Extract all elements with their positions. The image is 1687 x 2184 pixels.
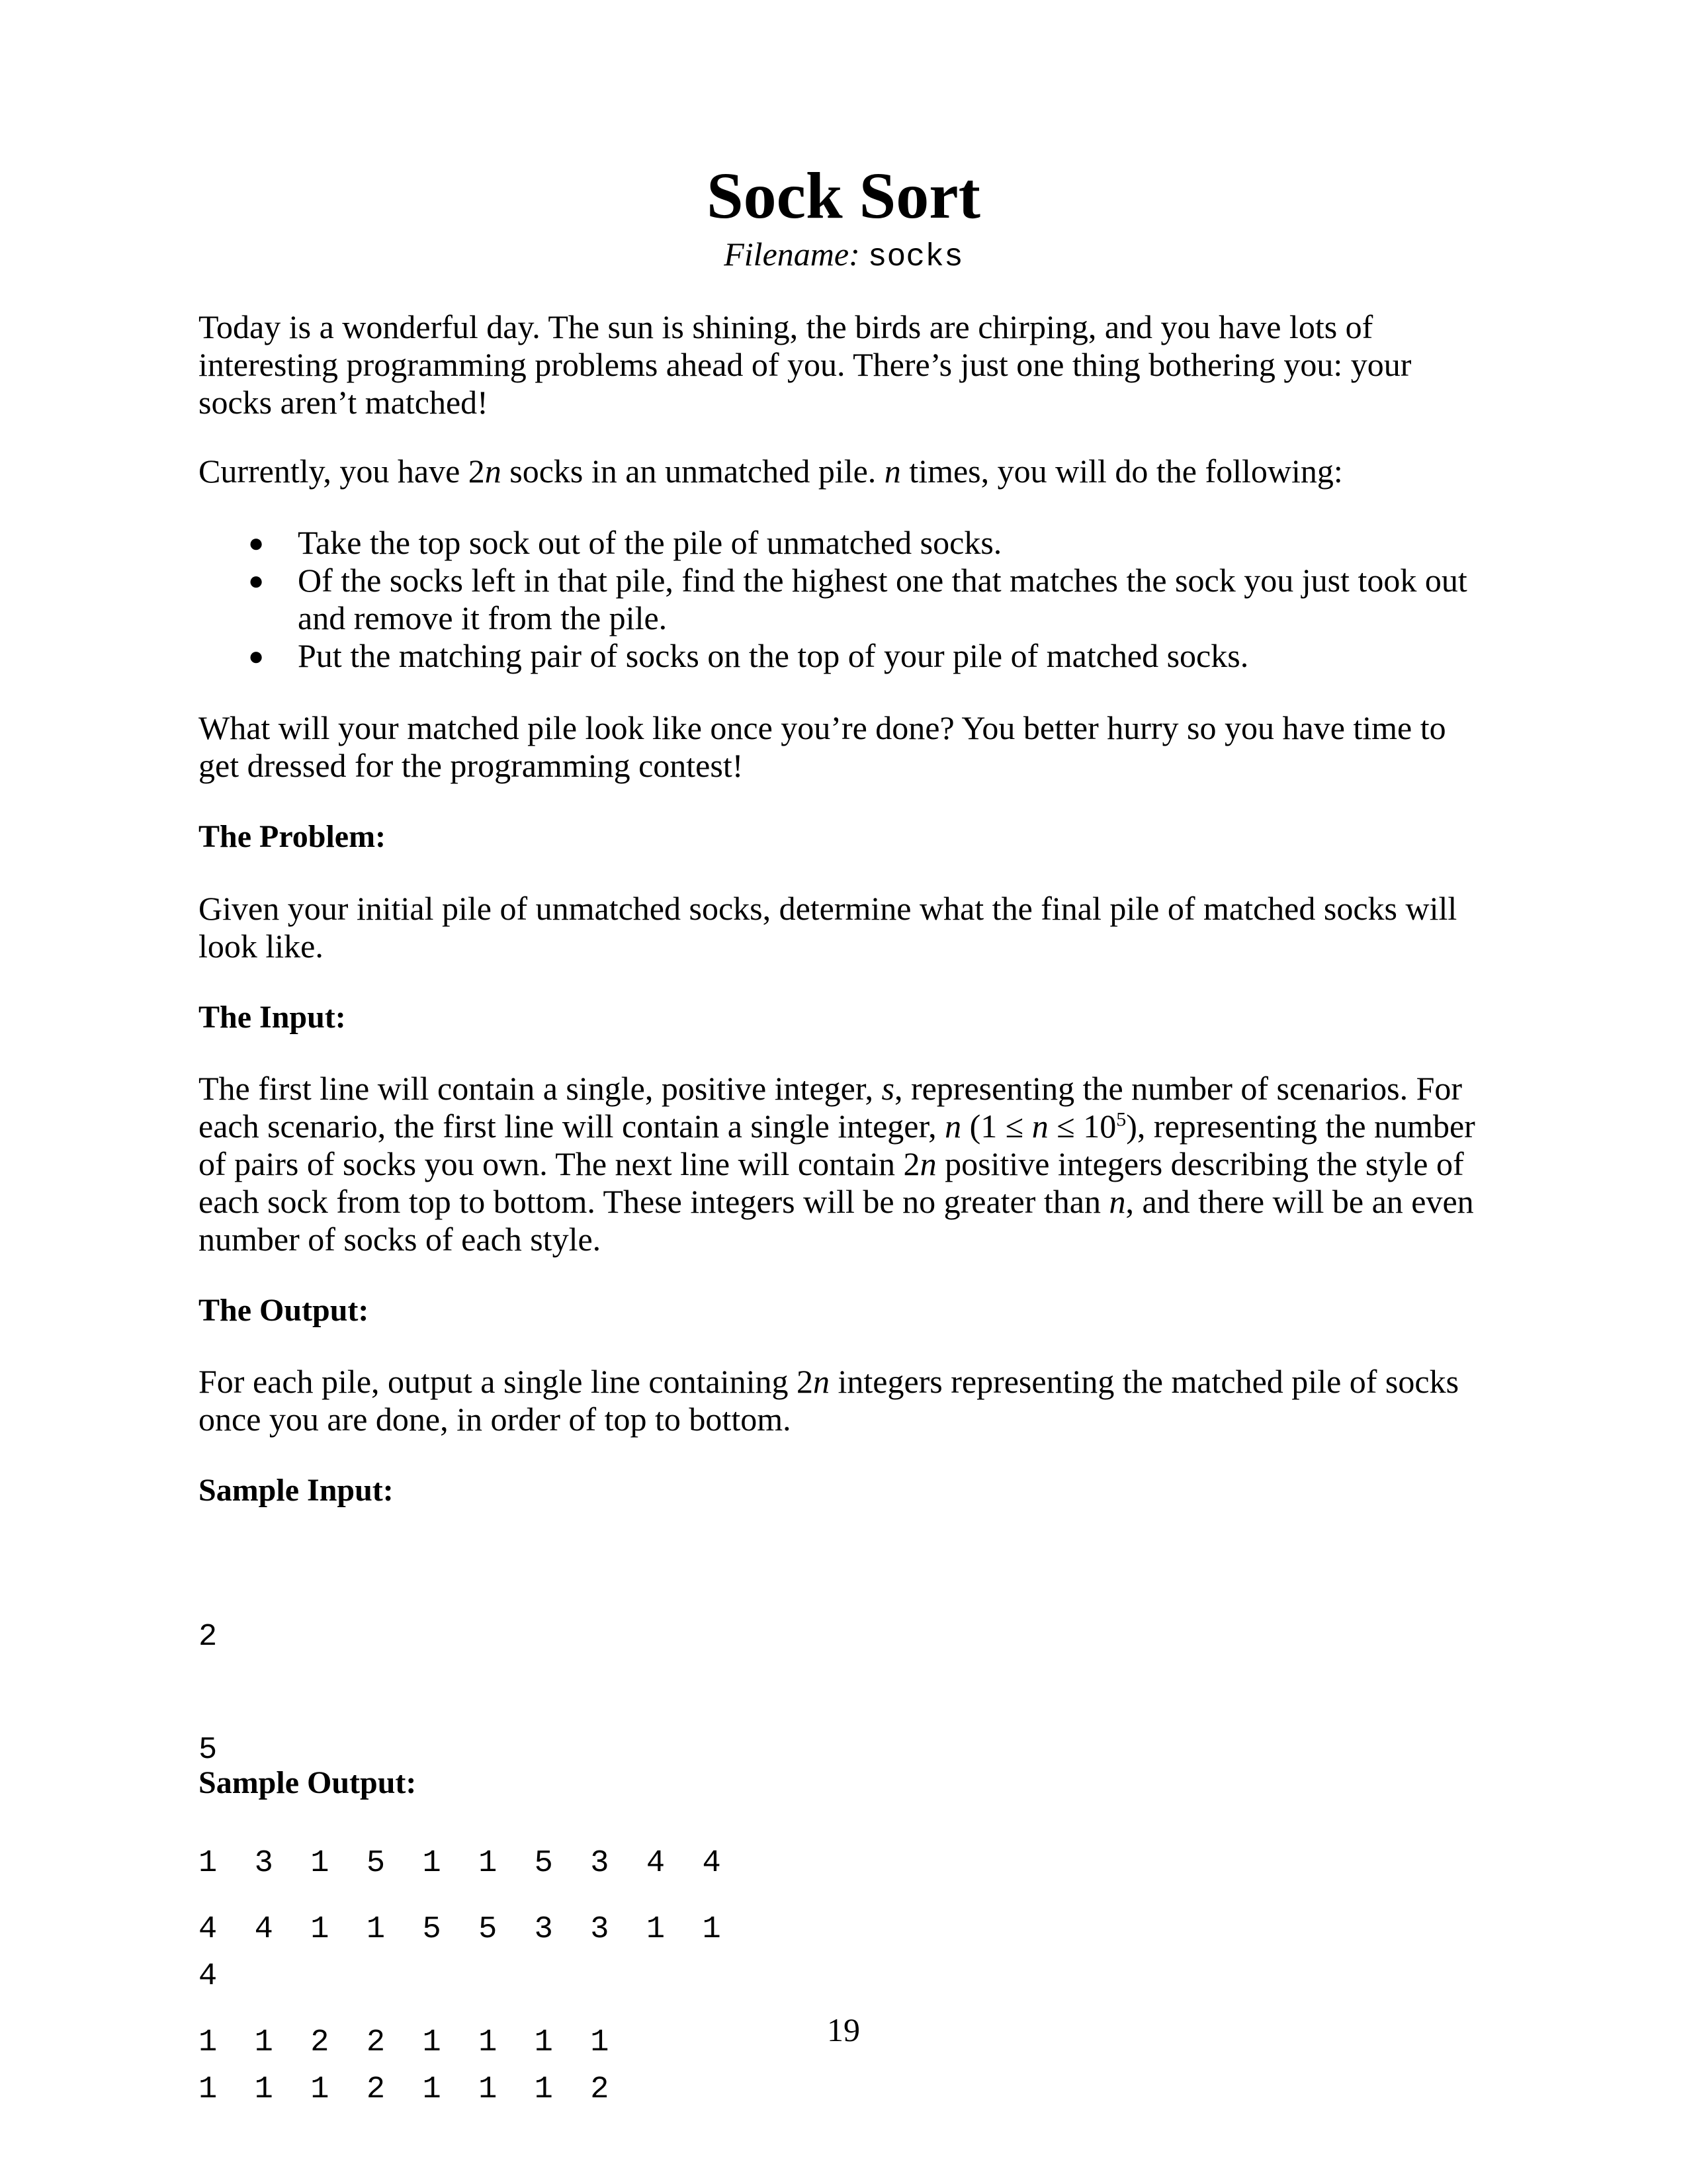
filename-label: Filename: bbox=[724, 236, 860, 273]
document-page bbox=[198, 0, 1489, 2183]
problem-title: Sock Sort bbox=[707, 159, 980, 232]
filename-value: socks bbox=[867, 240, 963, 275]
output-heading: The Output: bbox=[198, 1293, 369, 1328]
code-line: 2 bbox=[198, 1620, 218, 1655]
code-line: 4 bbox=[198, 1959, 218, 1994]
bullet-icon: ● bbox=[248, 528, 265, 558]
currently-paragraph bbox=[198, 453, 1489, 490]
input-text bbox=[198, 1070, 1489, 1258]
var-n: n bbox=[1031, 1108, 1049, 1145]
question-paragraph: What will your matched pile look like once you’re done? You better hurry so you have time to get dressed for the programming contest! bbox=[198, 709, 1446, 784]
list-item-text: Put the matching pair of socks on the top of your pile of matched socks. bbox=[298, 637, 1249, 674]
code-line: 1 1 1 2 1 1 1 2 bbox=[198, 2072, 609, 2107]
var-n: n bbox=[812, 1363, 830, 1400]
page-number: 19 bbox=[827, 2011, 860, 2048]
sample-input-heading: Sample Input: bbox=[198, 1473, 394, 1508]
output-text-part: For each pile, output a single line containing 2 bbox=[198, 1363, 813, 1400]
steps-list bbox=[248, 524, 1489, 675]
code-line: 4 4 1 1 5 5 3 3 1 1 bbox=[198, 1912, 721, 1947]
bullet-icon: ● bbox=[248, 566, 265, 595]
input-text-part: The first line will contain a single, positive integer, bbox=[198, 1070, 882, 1107]
list-item bbox=[248, 562, 1489, 637]
currently-text-3: times, you will do the following: bbox=[900, 453, 1343, 490]
input-text-part: positive integers describing the style of each sock from top to bottom. These integers will be no greater than bbox=[198, 1145, 1464, 1220]
currently-text-2: socks in an unmatched pile. bbox=[501, 453, 885, 490]
var-n: n bbox=[484, 453, 501, 490]
problem-text: Given your initial pile of unmatched socks, determine what the final pile of matched socks will look like. bbox=[198, 890, 1457, 965]
var-n: n bbox=[920, 1145, 937, 1182]
filename-line bbox=[198, 234, 1489, 277]
list-item bbox=[248, 637, 1489, 675]
sample-output-block bbox=[198, 1835, 721, 2137]
bullet-icon: ● bbox=[248, 641, 265, 671]
var-n: n bbox=[884, 453, 901, 490]
input-text-part: ), representing the number of pairs of socks you own. The next line will contain 2 bbox=[198, 1108, 1475, 1182]
code-line: 1 1 2 2 1 1 1 1 bbox=[198, 2025, 609, 2060]
list-item-text: Of the socks left in that pile, find the highest one that matches the sock you just took out and remove it from the pile. bbox=[298, 562, 1467, 636]
input-text-part: , and there will be an even number of socks of each style. bbox=[198, 1183, 1474, 1258]
output-text-part: integers representing the matched pile of socks once you are done, in order of top to bottom. bbox=[198, 1363, 1459, 1438]
var-n: n bbox=[945, 1108, 962, 1145]
output-text bbox=[198, 1363, 1489, 1438]
input-text-part: , representing the number of scenarios. For each scenario, the first line will contain a single integer, bbox=[198, 1070, 1463, 1145]
code-line: 1 3 1 5 1 1 5 3 4 4 bbox=[198, 1846, 721, 1881]
input-heading: The Input: bbox=[198, 1000, 346, 1035]
list-item-text: Take the top sock out of the pile of unmatched socks. bbox=[298, 524, 1002, 561]
var-s: s bbox=[881, 1070, 894, 1107]
code-line: 5 bbox=[198, 1733, 218, 1768]
sample-output-heading: Sample Output: bbox=[198, 1765, 417, 1800]
list-item bbox=[248, 524, 1489, 562]
input-text-part: (1 ≤ bbox=[961, 1108, 1032, 1145]
var-n: n bbox=[1109, 1183, 1126, 1220]
currently-text-1: Currently, you have 2 bbox=[198, 453, 485, 490]
exponent: 5 bbox=[1116, 1108, 1127, 1131]
input-text-part: ≤ 10 bbox=[1048, 1108, 1117, 1145]
intro-paragraph: Today is a wonderful day. The sun is shining, the birds are chirping, and you have lots of interesting programming problems ahead of you. There’s just one thing bothering you: your socks aren’t matched! bbox=[198, 308, 1412, 421]
problem-heading: The Problem: bbox=[198, 819, 386, 854]
